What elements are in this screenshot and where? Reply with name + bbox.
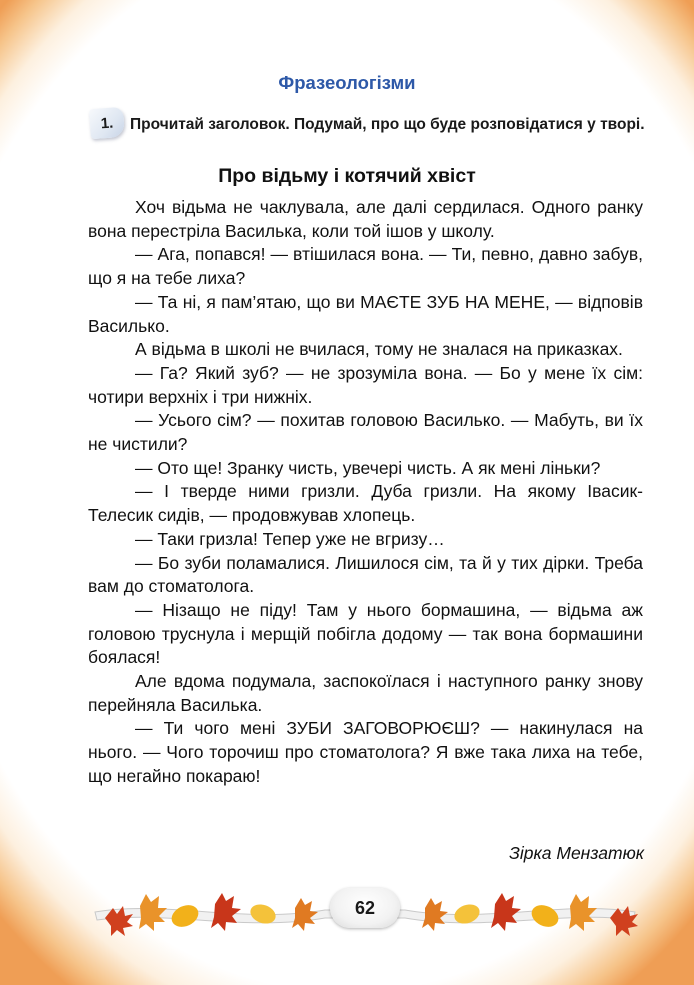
- story-paragraph: — Ага, попався! — втішилася вона. — Ти, певно, давно забув, що я на тебе лиха?: [88, 244, 643, 289]
- leaf-icon: [422, 898, 448, 931]
- story-paragraph: — Га? Який зуб? — не зрозуміла вона. — Бо у мене їх сім: чотири верхніх і три нижніх.: [88, 362, 643, 407]
- leaf-icon: [528, 901, 562, 931]
- page-number: 62: [330, 888, 400, 928]
- task-number-badge: 1.: [89, 107, 125, 139]
- story-title: Про відьму і котячий хвіст: [218, 165, 476, 187]
- leaf-icon: [168, 901, 202, 931]
- story-paragraph: — Ти чого мені ЗУБИ ЗАГОВОРЮЄШ? — накинулася на нього. — Чого торочиш про стоматолога? Я вже така лиха на тебе, що негайно покараю!: [88, 718, 643, 786]
- footer-ornament: [85, 878, 645, 948]
- leaf-icon: [491, 893, 521, 931]
- story-paragraph: — Бо зуби поламалися. Лишилося сім, та й у тих дірки. Треба вам до стоматолога.: [88, 552, 643, 597]
- story-paragraph: — Та ні, я пам’ятаю, що ви МАЄТЕ ЗУБ НА МЕНЕ, — відповів Василько.: [88, 291, 643, 336]
- story-paragraph: — Ото ще! Зранку чисть, увечері чисть. А як мені ліньки?: [135, 457, 601, 478]
- task-text: Прочитай заголовок. Подумай, про що буде розповідатися у творі.: [130, 116, 645, 133]
- story-paragraph: А відьма в школі не вчилася, тому не зналася на приказках.: [135, 339, 623, 360]
- story-paragraph: Хоч відьма не чаклувала, але далі сердилася. Одного ранку вона перестріла Василька, коли той ішов у школу.: [88, 197, 643, 241]
- story-paragraph: — Таки гризла! Тепер уже не вгризу…: [135, 528, 445, 549]
- leaf-icon: [211, 893, 241, 931]
- story-paragraph: Але вдома подумала, заспокоїлася і наступного ранку знову перейняла Василька.: [88, 671, 643, 715]
- story-paragraph: — Усього сім? — похитав головою Василько. — Мабуть, ви їх не чистили?: [88, 410, 643, 455]
- section-title: Фразеологізми: [278, 72, 416, 93]
- story-paragraph: — І тверде ними гризли. Дуба гризли. На якому Івасик-Телесик сидів, — продовжував хлопець.: [88, 481, 643, 526]
- story-text: [88, 196, 643, 789]
- story-paragraph: — Нізащо не піду! Там у нього бормашина, — відьма аж головою труснула і мерщій побігла додому — так вона бормашини боялася!: [88, 599, 643, 668]
- story-author: Зірка Мензатюк: [509, 843, 644, 863]
- leaf-icon: [292, 898, 318, 931]
